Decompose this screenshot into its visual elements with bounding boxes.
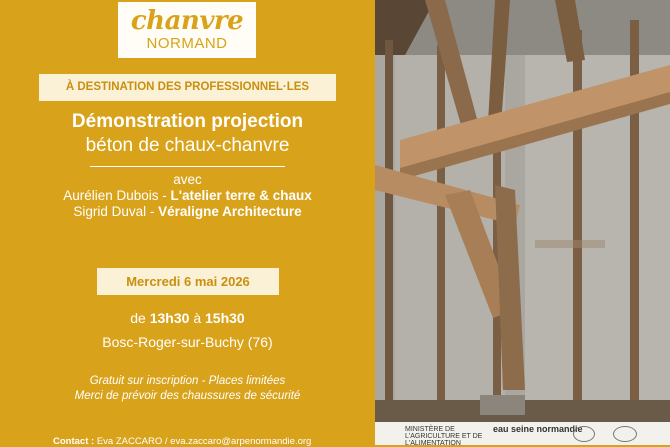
title-divider <box>90 166 285 167</box>
with-label: avec <box>173 172 202 187</box>
event-location: Bosc-Roger-sur-Buchy (76) <box>102 334 273 350</box>
speaker-2-name: Sigrid Duval <box>73 204 147 219</box>
time-end: 15h30 <box>205 310 245 326</box>
speaker-1 <box>0 188 375 203</box>
contact-text: Eva ZACCARO / eva.zaccaro@arpenormandie.org <box>96 436 312 447</box>
logo-main-text: chanvre <box>130 6 244 36</box>
speaker-1-name: Aurélien Dubois <box>63 188 159 203</box>
event-time <box>0 310 375 326</box>
chanvre-normand-logo <box>118 2 256 58</box>
event-title-line1: Démonstration projection <box>71 111 304 132</box>
speaker-separator: - <box>158 188 171 203</box>
eau-seine-normandie-logo: eau seine normandie <box>493 424 583 434</box>
contact-line <box>53 436 311 447</box>
region-emblem-icon <box>573 426 595 442</box>
info-line-2: Merci de prévoir des chaussures de sécurité <box>74 390 301 402</box>
event-date: Mercredi 6 mai 2026 <box>97 268 279 295</box>
time-start: 13h30 <box>149 310 190 326</box>
speaker-1-org: L'atelier terre & chaux <box>170 188 312 203</box>
partner-logos-band <box>375 422 670 445</box>
ministry-logo: MINISTÈRE DE L'AGRICULTURE ET DE L'ALIMENTATION <box>405 426 483 447</box>
time-middle: à <box>189 310 206 326</box>
seal-emblem-icon <box>613 426 637 442</box>
barn-photo-illustration <box>375 0 670 445</box>
speaker-separator: - <box>146 204 159 219</box>
time-prefix: de <box>130 310 150 326</box>
speaker-2-org: Véraligne Architecture <box>158 204 302 219</box>
audience-banner: À DESTINATION DES PROFESSIONNEL·LES <box>39 74 336 101</box>
event-title-line2: béton de chaux-chanvre <box>85 135 290 156</box>
info-line-1: Gratuit sur inscription - Places limitées <box>89 375 286 387</box>
logo-sub-text: NORMAND <box>146 35 228 52</box>
barn-interior-photo <box>375 0 670 445</box>
contact-label: Contact : <box>53 436 95 447</box>
speaker-2 <box>0 204 375 219</box>
